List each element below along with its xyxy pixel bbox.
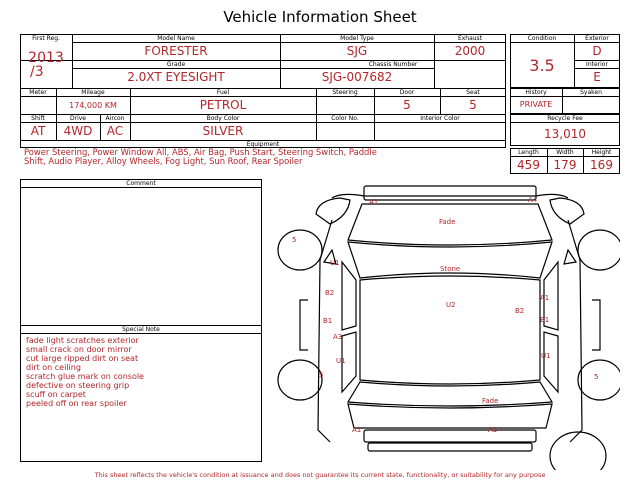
drive-value: 4WD [63, 124, 93, 138]
meter-label: Meter [29, 89, 47, 96]
damage-mark: Fade [439, 218, 456, 226]
damage-mark: A1 [540, 294, 550, 302]
seat-value: 5 [469, 98, 477, 112]
drive-label: Drive [70, 115, 86, 122]
comment-box [20, 179, 262, 462]
damage-mark: Stone [440, 265, 461, 273]
seat-label: Seat [466, 89, 480, 96]
exhaust-label: Exhaust [457, 35, 483, 42]
damage-mark: U2 [446, 301, 456, 309]
width-value: 179 [553, 158, 577, 172]
damage-mark: U1 [330, 259, 340, 267]
special-note-item: cut large ripped dirt on seat [26, 354, 139, 363]
chassis-label: Chassis Number [368, 61, 418, 68]
height-value: 169 [590, 158, 613, 172]
disclaimer-footer: This sheet reflects the vehicle's condition at issuance and does not guarantee its current state, functionality, or suitability for any purpose [94, 471, 546, 479]
grade-value: 2.0XT EYESIGHT [127, 70, 225, 84]
interior-color-label: Interior Color [420, 115, 460, 122]
special-note-item: small crack on door mirror [26, 345, 132, 354]
body-color-label: Body Color [206, 115, 240, 122]
special-note-item: dirt on ceiling [26, 363, 81, 372]
comment-label: Comment [126, 180, 156, 187]
recycle-fee-label: Recycle Fee [547, 115, 583, 122]
model-name-label: Model Name [157, 35, 195, 42]
damage-mark: A1 [369, 198, 379, 206]
damage-mark: B2 [515, 307, 525, 315]
damage-mark: A3 [333, 333, 343, 341]
sheet-title: Vehicle Information Sheet [223, 8, 417, 26]
damage-mark: Fade [482, 397, 499, 405]
fuel-label: Fuel [216, 89, 230, 96]
special-note-label: Special Note [122, 326, 160, 333]
exterior-label: Exterior [585, 35, 609, 42]
first-reg-label: First Reg. [32, 35, 60, 42]
damage-mark: B2 [325, 289, 335, 297]
door-value: 5 [403, 98, 411, 112]
condition-label: Condition [527, 35, 557, 42]
first-reg-month: /3 [30, 64, 44, 80]
recycle-fee-value: 13,010 [544, 127, 586, 141]
interior-label: Interior [586, 61, 608, 68]
grade-label: Grade [166, 61, 186, 68]
special-note-item: fade light scratches exterior [26, 336, 139, 345]
condition-value: 3.5 [529, 56, 555, 75]
aircon-label: Aircon [105, 115, 125, 122]
damage-mark: U1 [336, 357, 346, 365]
syaken-label: Syaken [580, 89, 602, 96]
damage-mark: 5 [319, 371, 324, 379]
special-note-item: scratch glue mark on console [26, 372, 144, 381]
special-note-list [26, 336, 144, 408]
length-value: 459 [517, 158, 540, 172]
damage-mark: 5 [292, 236, 297, 244]
history-label: History [525, 89, 547, 96]
first-reg-year: 2013 [28, 50, 64, 66]
special-note-item: defective on steering grip [26, 381, 130, 390]
equipment-line-2: Shift, Audio Player, Alloy Wheels, Fog Light, Sun Roof, Rear Spoiler [24, 156, 303, 166]
color-no-label: Color No. [331, 115, 359, 122]
damage-mark: B1 [540, 316, 550, 324]
aircon-value: AC [106, 124, 124, 138]
equipment-label: Equipment [246, 141, 280, 148]
fuel-value: PETROL [199, 98, 247, 112]
model-name-value: FORESTER [144, 44, 208, 58]
chassis-value: SJG-007682 [321, 70, 393, 84]
exhaust-value: 2000 [454, 44, 486, 58]
shift-value: AT [30, 124, 46, 138]
damage-mark: A1 [488, 426, 498, 434]
interior-value: E [593, 70, 601, 84]
exterior-value: D [592, 44, 602, 58]
mileage-value: 174,000 KM [69, 101, 117, 110]
damage-mark: B1 [323, 317, 333, 325]
special-note-item: peeled off on rear spoiler [26, 399, 127, 408]
history-value: PRIVATE [519, 100, 553, 109]
body-color-value: SILVER [202, 124, 244, 138]
door-label: Door [399, 89, 415, 96]
shift-label: Shift [31, 115, 45, 122]
damage-mark: 5 [594, 373, 599, 381]
damage-mark: A1 [352, 426, 362, 434]
mileage-label: Mileage [81, 89, 105, 96]
model-type-value: SJG [346, 44, 368, 58]
special-note-item: scuff on carpet [26, 390, 86, 399]
model-type-label: Model Type [340, 35, 374, 42]
steering-label: Steering [332, 89, 358, 96]
length-label: Length [518, 149, 539, 156]
damage-mark: U1 [541, 352, 551, 360]
equipment-line-1: Power Steering, Power Window All, ABS, Air Bag, Push Start, Steering Switch, Paddle [24, 147, 377, 157]
damage-mark: A4 [528, 196, 538, 204]
height-label: Height [591, 149, 612, 156]
width-label: Width [556, 149, 574, 156]
